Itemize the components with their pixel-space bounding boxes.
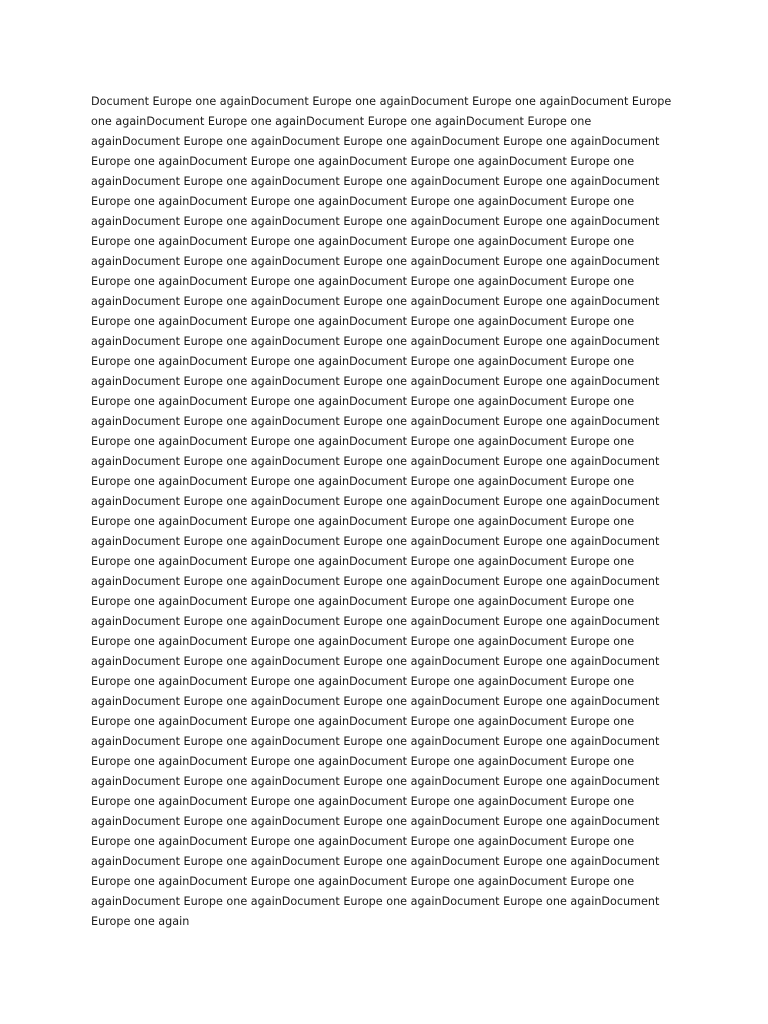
text-line: Europe one againDocument Europe one againDocument Europe one againDocument Europe one [91,275,635,288]
text-line: Europe one againDocument Europe one againDocument Europe one againDocument Europe one [91,715,635,728]
text-line: againDocument Europe one againDocument Europe one againDocument Europe one againDocument [91,815,660,828]
text-line: againDocument Europe one againDocument Europe one againDocument Europe one againDocument [91,655,660,668]
text-line: againDocument Europe one againDocument Europe one againDocument Europe one againDocument [91,415,660,428]
text-line: Europe one againDocument Europe one againDocument Europe one againDocument Europe one [91,795,635,808]
text-line: againDocument Europe one againDocument Europe one againDocument Europe one againDocument [91,135,660,148]
text-line: Europe one againDocument Europe one againDocument Europe one againDocument Europe one [91,235,635,248]
text-line: againDocument Europe one againDocument Europe one againDocument Europe one againDocument [91,495,660,508]
text-line: Europe one againDocument Europe one againDocument Europe one againDocument Europe one [91,635,635,648]
body-text [91,92,691,932]
text-line: againDocument Europe one againDocument Europe one againDocument Europe one againDocument [91,215,660,228]
text-line: Europe one againDocument Europe one againDocument Europe one againDocument Europe one [91,755,635,768]
text-line: Europe one againDocument Europe one againDocument Europe one againDocument Europe one [91,435,635,448]
text-line: againDocument Europe one againDocument Europe one againDocument Europe one againDocument [91,735,660,748]
text-line: Europe one againDocument Europe one againDocument Europe one againDocument Europe one [91,395,635,408]
text-line: Europe one againDocument Europe one againDocument Europe one againDocument Europe one [91,555,635,568]
text-line: Europe one againDocument Europe one againDocument Europe one againDocument Europe one [91,155,635,168]
text-line: Document Europe one againDocument Europe one againDocument Europe one againDocument Europe [91,95,672,108]
text-line: Europe one againDocument Europe one againDocument Europe one againDocument Europe one [91,675,635,688]
text-line: againDocument Europe one againDocument Europe one againDocument Europe one againDocument [91,255,660,268]
text-line: againDocument Europe one againDocument Europe one againDocument Europe one againDocument [91,895,660,908]
text-line: againDocument Europe one againDocument Europe one againDocument Europe one againDocument [91,335,660,348]
text-line: Europe one againDocument Europe one againDocument Europe one againDocument Europe one [91,835,635,848]
text-line: one againDocument Europe one againDocument Europe one againDocument Europe one [91,115,592,128]
text-line: againDocument Europe one againDocument Europe one againDocument Europe one againDocument [91,295,660,308]
text-line: Europe one againDocument Europe one againDocument Europe one againDocument Europe one [91,195,635,208]
text-line: againDocument Europe one againDocument Europe one againDocument Europe one againDocument [91,375,660,388]
text-line: againDocument Europe one againDocument Europe one againDocument Europe one againDocument [91,615,660,628]
text-line: againDocument Europe one againDocument Europe one againDocument Europe one againDocument [91,775,660,788]
text-line: againDocument Europe one againDocument Europe one againDocument Europe one againDocument [91,455,660,468]
text-line: Europe one againDocument Europe one againDocument Europe one againDocument Europe one [91,475,635,488]
text-line: Europe one againDocument Europe one againDocument Europe one againDocument Europe one [91,515,635,528]
text-line: againDocument Europe one againDocument Europe one againDocument Europe one againDocument [91,175,660,188]
text-line: Europe one againDocument Europe one againDocument Europe one againDocument Europe one [91,875,635,888]
text-line: Europe one again [91,915,190,928]
text-line: againDocument Europe one againDocument Europe one againDocument Europe one againDocument [91,535,660,548]
text-line: Europe one againDocument Europe one againDocument Europe one againDocument Europe one [91,315,635,328]
text-line: Europe one againDocument Europe one againDocument Europe one againDocument Europe one [91,595,635,608]
text-line: againDocument Europe one againDocument Europe one againDocument Europe one againDocument [91,855,660,868]
text-line: Europe one againDocument Europe one againDocument Europe one againDocument Europe one [91,355,635,368]
text-line: againDocument Europe one againDocument Europe one againDocument Europe one againDocument [91,695,660,708]
text-line: againDocument Europe one againDocument Europe one againDocument Europe one againDocument [91,575,660,588]
